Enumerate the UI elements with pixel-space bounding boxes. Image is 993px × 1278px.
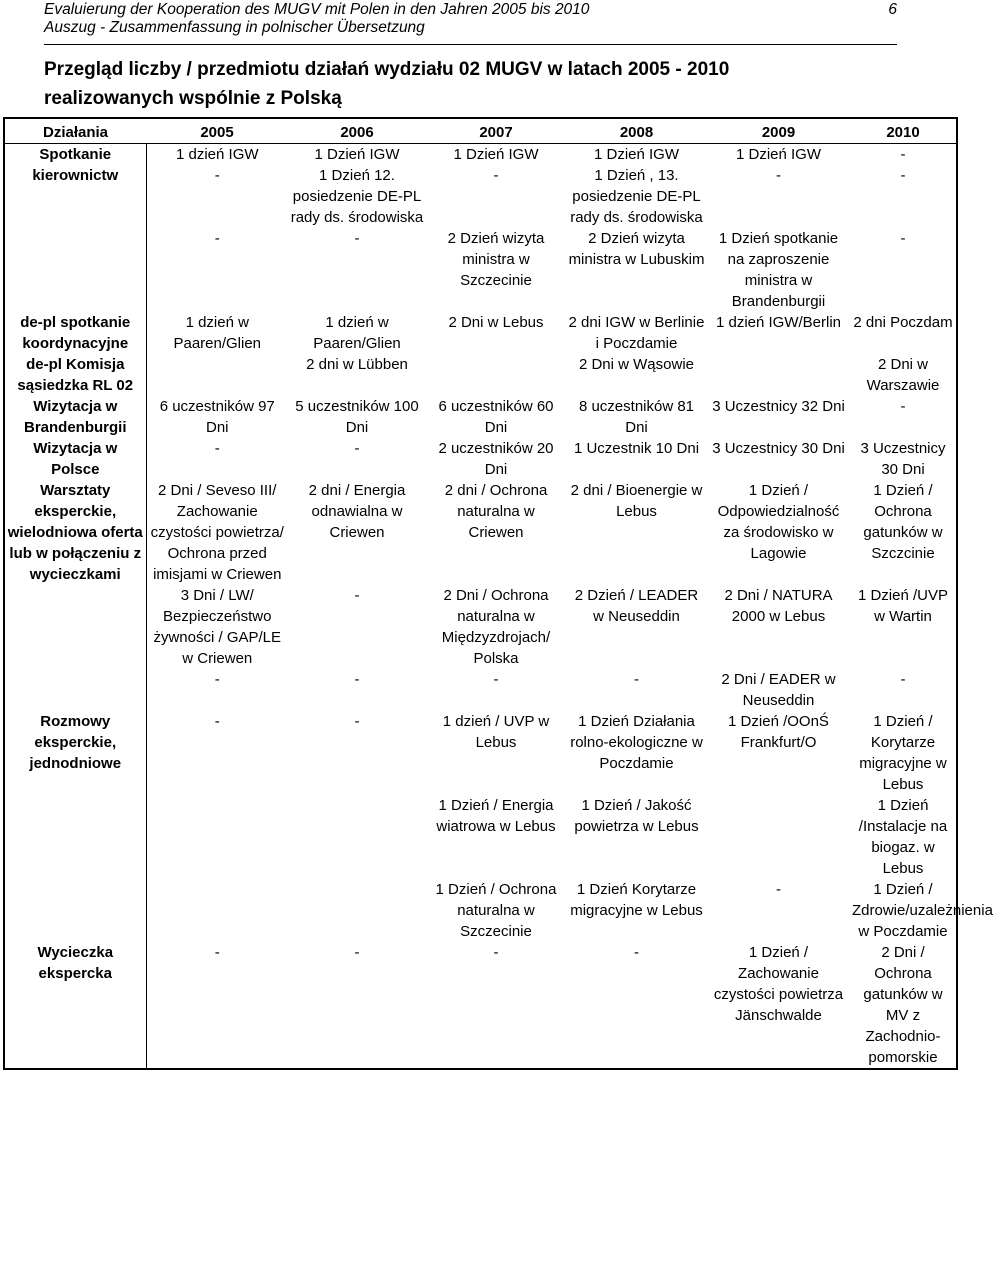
table-cell: - [634,671,639,688]
row-label: Wycieczka ekspercka [4,942,146,1069]
row-label: de-pl Komisja sąsiedzka RL 02 [4,354,146,396]
table-cell: 2 Dzień wizyta ministra w Szczecinie [447,230,545,289]
table-cell [146,354,288,396]
table-cell: 3 Uczestnicy 30 Dni [860,440,946,478]
table-cell: - [214,167,220,184]
table-cell: 2 Dni / NATURA 2000 w Lebus [724,587,833,625]
table-cell: 1 Dzień / Zachowanie czystości powietrza Jänschwalde [713,944,844,1024]
column-header: 2006 [288,118,426,144]
table-cell: 1 dzień w Paaren/Glien [173,314,262,352]
document-title-line-1: Przegląd liczby / przedmiotu działań wydziału 02 MUGV w latach 2005 - 2010 [44,59,730,80]
table-cell: - [214,713,220,730]
header-line-2: Auszug - Zusammenfassung in polnischer Übersetzung [44,19,425,36]
table-cell: - [214,671,220,688]
table-cell: 2 Dni w Wąsowie [578,356,695,373]
table-cell: 2 dni Poczdam [853,314,953,331]
table-cell: 3 Uczestnicy 30 Dni [712,440,845,457]
table-cell: 1 Dzień IGW [735,146,822,163]
table-cell: - [214,440,220,457]
table-cell: 1 Dzień Korytarze migracyjne w Lebus [570,881,703,919]
column-header: 2007 [426,118,566,144]
header-rule [44,44,897,45]
table-cell: 1 Dzień / Jakość powietrza w Lebus [574,797,699,835]
table-row [4,480,957,585]
table-cell: 1 Dzień / Energia wiatrowa w Lebus [436,797,556,835]
table-cell: - [354,587,360,604]
table-cell: - [900,167,906,184]
table-cell: 1 Dzień 12. posiedzenie DE-PL rady ds. środowiska [290,167,424,226]
table-row [4,312,957,354]
row-label: de-pl spotkanie koordynacyjne [4,312,146,354]
table-cell: 1 dzień IGW [175,146,259,163]
table-cell: - [900,398,906,415]
column-header: 2008 [566,118,707,144]
table-cell: - [900,146,906,163]
table-cell [426,354,566,396]
table-cell [288,795,426,879]
table-cell: 1 Dzień / Ochrona naturalna w Szczecinie [435,881,557,940]
table-row [4,144,957,166]
table-cell: 3 Dni / LW/ Bezpieczeństwo żywności / GAP/LE w Criewen [153,587,282,667]
table-cell [146,879,288,942]
table-cell [146,795,288,879]
table-cell: - [493,671,499,688]
table-cell: 1 Dzień spotkanie na zaproszenie ministra w Brandenburgii [718,230,839,310]
table-cell: 1 Dzień / Korytarze migracyjne w Lebus [859,713,947,793]
table-row [4,795,957,879]
table-row [4,942,957,1069]
table-cell: 1 Dzień IGW [453,146,539,163]
table-cell: 1 Dzień IGW [593,146,680,163]
document-title-line-2: realizowanych wspólnie z Polską [44,88,342,109]
table-cell: 1 dzień IGW/Berlin [715,314,842,331]
table-cell: 1 Dzień /Instalacje na biogaz. w Lebus [858,797,948,877]
table-cell: 1 Dzień IGW [314,146,400,163]
table-row [4,165,957,228]
column-header: Działania [4,118,146,144]
table-cell: 2 Dni w Warszawie [866,356,940,394]
table-cell: 2 dni / Ochrona naturalna w Criewen [444,482,548,541]
table-header-row [4,118,957,144]
table-cell: 1 Dzień /UVP w Wartin [857,587,949,625]
table-row [4,669,957,711]
table-cell: 8 uczestników 81 Dni [578,398,695,436]
table-cell: 1 Dzień / Ochrona gatunków w Szczcinie [863,482,943,562]
table-cell: - [493,944,499,961]
table-cell: - [354,713,360,730]
table-cell: 1 Dzień /OOnŚ Frankfurt/O [728,713,829,751]
table-cell: 1 Dzień , 13. posiedzenie DE-PL rady ds. środowiska [570,167,703,226]
table-cell: 5 uczestników 100 Dni [295,398,419,436]
table-row [4,354,957,396]
table-cell: 2 Dzień wizyta ministra w Lubuskim [568,230,705,268]
row-label: Spotkanie kierownictw [4,144,146,313]
activities-table [3,117,993,1070]
table-cell [288,879,426,942]
header-line-1: Evaluierung der Kooperation des MUGV mit Polen in den Jahren 2005 bis 2010 [44,1,590,18]
table-cell: 2 dni IGW w Berlinie i Poczdamie [568,314,705,352]
table-cell: 1 Dzień / Odpowiedzialność za środowisko w Lagowie [717,482,840,562]
table-cell: - [493,167,499,184]
table-row [4,228,957,312]
column-header: 2005 [146,118,288,144]
table-cell [707,795,850,879]
table-cell [707,354,850,396]
table-cell: 6 uczestników 97 Dni [159,398,275,436]
table-cell: 1 Uczestnik 10 Dni [573,440,700,457]
table-cell: 2 Dni / Ochrona naturalna w Międzyzdrojach/ Polska [441,587,551,667]
table-cell: - [776,881,781,898]
row-label: Warsztaty eksperckie, wielodniowa oferta lub w połączeniu z wycieczkami [4,480,146,711]
table-cell: 2 uczestników 20 Dni [438,440,554,478]
table-row [4,711,957,795]
table-cell: - [354,440,360,457]
table-cell: 1 Dzień Działania rolno-ekologiczne w Poczdamie [570,713,703,772]
table-cell: 2 Dni w Lebus [448,314,544,331]
table-cell: 2 Dni / Ochrona gatunków w MV z Zachodnio-pomorskie [863,944,943,1066]
row-label: Rozmowy eksperckie, jednodniowe [4,711,146,942]
table-cell: 6 uczestników 60 Dni [438,398,554,436]
page-number: 6 [888,1,897,18]
table-cell: - [214,230,220,247]
table-cell: - [900,230,906,247]
table-row [4,879,957,942]
table-row [4,438,957,480]
table-cell: 2 dni / Energia odnawialna w Criewen [308,482,406,541]
table-cell: - [354,944,360,961]
table-row [4,396,957,438]
table-cell: - [900,671,906,688]
table-cell: 2 dni / Bioenergie w Lebus [570,482,703,520]
table-cell: 3 Uczestnicy 32 Dni [712,398,845,415]
table-cell: 2 Dni / EADER w Neuseddin [721,671,836,709]
table-cell: - [634,944,639,961]
table-cell: 2 dni w Lübben [306,356,408,373]
row-label: Wizytacja w Brandenburgii [4,396,146,438]
table-cell: 2 Dni / Seveso III/ Zachowanie czystości powietrza/ Ochrona przed imisjami w Criewen [150,482,284,583]
table-cell: - [354,671,360,688]
table-cell: 2 Dzień / LEADER w Neuseddin [574,587,699,625]
table-row [4,585,957,669]
table-cell: - [214,944,220,961]
table-cell: - [354,230,360,247]
table-cell: 1 Dzień / Zdrowie/uzależnienia w Poczdamie [852,881,993,940]
table-cell: 1 dzień / UVP w Lebus [442,713,550,751]
row-label: Wizytacja w Polsce [4,438,146,480]
table-cell: - [776,167,781,184]
column-header: 2009 [707,118,850,144]
table-cell: 1 dzień w Paaren/Glien [313,314,401,352]
column-header: 2010 [850,118,957,144]
